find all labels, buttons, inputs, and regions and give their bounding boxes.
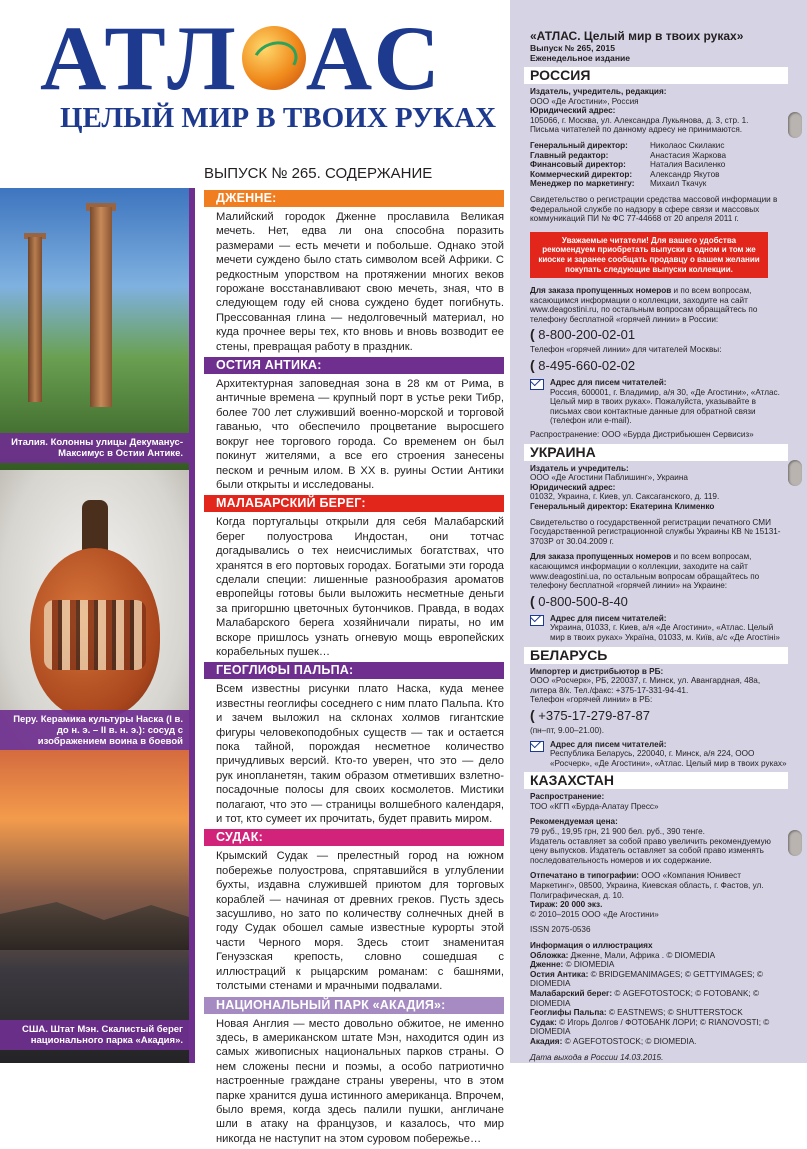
imprint-issue: Выпуск № 265, 2015 <box>530 43 615 53</box>
phone-number: 8-495-660-02-02 <box>538 358 636 374</box>
issue-heading: ВЫПУСК № 265. СОДЕРЖАНИЕ <box>204 165 433 182</box>
credit-label: Остия Антика: <box>530 969 589 979</box>
release-date: Дата выхода в России 14.03.2015. <box>530 1052 664 1062</box>
price-note: Издатель оставляет за собой право увеличить рекомендуемую цену выпусков. Издатель оставляет за собой право изменять последовательность номеров и их содержание. <box>530 836 771 865</box>
label: Издатель, учредитель, редакция: <box>530 87 667 96</box>
vase-shape <box>30 500 160 720</box>
text: ТОО «КГП «Бурда-Алатау Пресс» <box>530 801 659 811</box>
distribution: Распространение: ООО «Бурда Дистрибьюшен Сервисиз» <box>530 430 754 440</box>
credit-label: Акадия: <box>530 1036 563 1046</box>
label: Отпечатано в типографии: <box>530 871 639 881</box>
phone-icon: ( <box>530 706 535 723</box>
text: ООО «Де Агостини Паблишинг», Украина <box>530 473 688 483</box>
staff-role: Генеральный директор: <box>530 140 628 150</box>
text: 105066, г. Москва, ул. Александра Лукьянова, д. 3, стр. 1. <box>530 115 749 125</box>
masthead-title <box>40 7 510 109</box>
credit <box>530 1037 788 1047</box>
label: Юридический адрес: <box>530 106 616 116</box>
order-text: и по всем вопросам, касающимся информации о коллекции, заходите на сайт www.deagostini.ru, по остальным вопросам обращайтесь по телефону бесплатной «горячей линии» в России: <box>530 286 758 324</box>
mail-block <box>530 740 788 769</box>
masthead-title-right: АС <box>305 7 446 109</box>
rock-shape <box>0 890 189 950</box>
phone-moscow <box>530 357 788 374</box>
credit <box>530 960 788 970</box>
text: Генеральный директор: Екатерина Клименко <box>530 502 715 511</box>
section-acadia <box>204 997 504 1147</box>
credit <box>530 1018 788 1037</box>
credit-label: Малабарский берег: <box>530 988 613 998</box>
imprint <box>530 30 788 1062</box>
label: Издатель и учредитель: <box>530 463 629 473</box>
section-title: НАЦИОНАЛЬНЫЙ ПАРК «АКАДИЯ»: <box>204 997 504 1014</box>
staff-role: Главный редактор: <box>530 150 609 160</box>
country-ukraine: УКРАИНА <box>524 444 788 461</box>
country-russia: РОССИЯ <box>524 67 788 84</box>
masthead-title-left: АТЛ <box>40 7 242 109</box>
section-title: МАЛАБАРСКИЙ БЕРЕГ: <box>204 495 504 512</box>
label: Адрес для писем читателей: <box>550 613 667 623</box>
column-shape <box>90 207 112 407</box>
country-kazakhstan: КАЗАХСТАН <box>524 772 788 789</box>
mail-block <box>530 614 788 643</box>
section-title: ДЖЕННЕ: <box>204 190 504 207</box>
certificate: Свидетельство о государственной регистрации печатного СМИ Государственной регистрационной службы Украины КВ № 15131-3703Р от 30.04.2009 г. <box>530 517 781 546</box>
text: ООО «Де Агостини», Россия <box>530 96 639 106</box>
order-text: и по всем вопросам, касающимся информации о коллекции, заходите на сайт www.deagostini.ua, по остальным вопросам обращайтесь по телефону бесплатной «горячей линии» на Украине: <box>530 552 760 591</box>
issn: ISSN 2075-0536 <box>530 925 591 935</box>
section-ostia <box>204 357 504 492</box>
staff-list <box>530 141 788 189</box>
staff-role: Коммерческий директор: <box>530 169 633 179</box>
price: 79 руб., 19,95 грн, 21 900 бел. руб., 390 тенге. <box>530 827 705 837</box>
label: Рекомендуемая цена: <box>530 817 618 827</box>
section-body: Всем известны рисунки плато Наска, куда менее известны геоглифы соседнего с ним плато Пальпа. Кто и зачем выложил на склонах холмов гигантские фигуры человекоподобных существ — так и остается пока тайной, порождая несметное количество причудливых версий. Кто-то уверен, что это — дело рук инопланетян, таким образом отметивших взлетно-посадочные полосы для своих космолетов. Мистики полагают, что это — страницы волшебного календаря, и тот, кто сумеет их прочитать, будет править миром. <box>216 683 504 826</box>
country-belarus: БЕЛАРУСЬ <box>524 647 788 664</box>
imprint-title: «АТЛАС. Целый мир в твоих руках» <box>530 29 744 43</box>
section-palpa <box>204 662 504 826</box>
photo-caption: Перу. Керамика культуры Наска (I в. до н. э. – II в. н. э.): сосуд с изображением воина в боевой <box>0 710 189 762</box>
staff-name: Николаос Скилакис <box>650 140 725 150</box>
credit-text: Дженне, Мали, Африка . © DIOMEDIA <box>570 950 716 960</box>
photo-caption: Италия. Колонны улицы Декуманус-Максимус в Остии Антике. <box>0 433 189 463</box>
section-body: Малийский городок Дженне прославила Великая мечеть. Нет, едва ли она способна поразить размерами — есть мечети и побольше. Однако этой мечети суждено было стать символом всей Африки. С редкостным упорством на протяжении многих веков горожане восстанавливают свою мечеть, зная, что в следующем году ей снова суждено будет погибнуть. Прессованная глина — недолговечный материал, но куда прочнее веры тех, кто вновь и вновь возводит ее стены, превращая работу в праздник. <box>216 211 504 353</box>
staff-role: Менеджер по маркетингу: <box>530 179 635 189</box>
phone-number: 8-800-200-02-01 <box>538 327 636 343</box>
phone-russia <box>530 326 788 343</box>
illustrations-title: Информация о иллюстрациях <box>530 941 653 950</box>
reader-notice: Уважаемые читатели! Для вашего удобства рекомендуем приобретать выпуски в одном и том же киоске и заранее сообщать продавцу о вашем желании покупать следующие выпуски коллекции. <box>530 232 768 278</box>
credit <box>530 951 788 961</box>
envelope-icon <box>530 379 544 390</box>
section-djenne <box>204 190 504 354</box>
section-body: Архитектурная заповедная зона в 28 км от Рима, в античные времена — крупный порт в устье реки Тибр, более 700 лет служивший военно-морской и торговой гаванью, что обеспечило процветание выросшего вокруг нее торгового города. Со временем он был покинут жителями, а все его строения занесены песком и речным илом. В XX в. руины Остии Антики были открыты и исследованы. <box>216 378 504 491</box>
column-shape <box>28 237 42 402</box>
label: Адрес для писем читателей: <box>550 739 667 749</box>
envelope-icon <box>530 741 544 752</box>
binder-hole <box>788 830 802 856</box>
circulation: Тираж: 20 000 экз. <box>530 900 603 910</box>
contents-list <box>204 190 504 1149</box>
photo-acadia-coast <box>0 750 189 1063</box>
staff-name: Анастасия Жаркова <box>650 150 727 160</box>
credit-text: © AGEFOTOSTOCK; © FOTOBANK; © DIOMEDIA <box>530 988 759 1008</box>
label: Юридический адрес: <box>530 482 616 492</box>
divider-stripe <box>189 188 195 1063</box>
masthead <box>40 7 510 134</box>
credit <box>530 989 788 1008</box>
credit <box>530 970 788 989</box>
section-malabar <box>204 495 504 659</box>
masthead-subtitle: ЦЕЛЫЙ МИР В ТВОИХ РУКАХ <box>60 102 497 134</box>
phone-belarus <box>530 707 788 724</box>
photo-caption: США. Штат Мэн. Скалистый берег национального парка «Акадия». <box>0 1020 189 1050</box>
phone-number: 0-800-500-8-40 <box>538 593 628 609</box>
phone-icon: ( <box>530 326 535 343</box>
credit-label: Судак: <box>530 1017 557 1027</box>
hotline-moscow: Телефон «горячей линии» для читателей Москвы: <box>530 345 722 355</box>
staff-role: Финансовый директор: <box>530 160 626 170</box>
text: ООО «Росчерк», РБ, 220037, г. Минск, ул. Авангардная, 48а, литера 8/к. Тел./факс: +375-17-331-94-41. <box>530 676 761 695</box>
credit-text: © DIOMEDIA <box>565 960 615 970</box>
order-label: Для заказа пропущенных номеров <box>530 286 672 296</box>
staff-name: Наталия Василенко <box>650 160 726 170</box>
text: Письма читателей по данному адресу не принимаются. <box>530 125 743 135</box>
section-title: ОСТИЯ АНТИКА: <box>204 357 504 374</box>
section-body: Крымский Судак — прелестный город на южном побережье полуострова, спрятавшийся в углублении бухты, издавна служившей приютом для торговых кораблей — начиная от древних греков. Пусть здесь засушливо, но зато по количеству солнечных дней в году Судак обошел самые известные курорты этой части Черного моря. Здесь стоит знаменитая Генуэзская крепость, словно сошедшая с иллюстраций к рыцарским романам: с башнями, толстыми стенами и мрачными подвалами. <box>216 850 504 993</box>
globe-icon <box>242 26 306 90</box>
text: Республика Беларусь, 220040, г. Минск, а/я 224, ООО «Росчерк», «Де Агостини», «Атлас. Целый мир в твоих руках» <box>550 749 787 768</box>
section-body: Когда португальцы открыли для себя Малабарский берег полуострова Индостан, они тотчас догадывались о тех неисчислимых богатствах, что хранятся в его портовых городах. Богатыми эти города сделали специи: лишенные разнообразия ароматов европейцы готовы были выложить несметные деньги за пригоршню цветочных бутончиков. Правда, в водах Малабарского берега хозяйничали пираты, но им вскоре пришлось узнать огневую мощь европейских корабельных пушек… <box>216 516 504 658</box>
section-body: Новая Англия — место довольно обжитое, не именно здесь, в американском штате Мэн, находится один из самых живописных национальных парков страны. О нем сложены песни и поэмы, а особо патриотично настроенные граждане страны уверены, что в этом парке хранится душа истинного американца. Впрочем, было время, когда здесь палили пушки, англичане шли в атаку на французов, и казалось, что мир никогда не наступит на этом суровом побережье… <box>216 1017 504 1145</box>
staff-name: Александр Якутов <box>650 169 720 179</box>
imprint-weekly: Еженедельное издание <box>530 53 631 63</box>
phone-icon: ( <box>530 592 535 609</box>
credit <box>530 1008 788 1018</box>
order-label: Для заказа пропущенных номеров <box>530 552 672 562</box>
section-title: СУДАК: <box>204 829 504 846</box>
credit-text: © AGEFOTOSTOCK; © DIOMEDIA. <box>564 1036 697 1046</box>
staff-name: Михаил Ткачук <box>650 179 707 189</box>
certificate: Свидетельство о регистрации средства массовой информации в Федеральной службе по надзору в сфере связи и массовых коммуникаций ПИ № ФС 77-44668 от 20 апреля 2011 г. <box>530 194 778 224</box>
text: 01032, Украина, г. Киев, ул. Саксаганского, д. 119. <box>530 492 720 502</box>
section-title: ГЕОГЛИФЫ ПАЛЬПА: <box>204 662 504 679</box>
label: Импортер и дистрибьютор в РБ: <box>530 666 664 676</box>
binder-hole <box>788 460 802 486</box>
text: (пн–пт, 9.00–21.00). <box>530 725 605 735</box>
envelope-icon <box>530 615 544 626</box>
photo-ostia-columns <box>0 188 189 470</box>
text: Телефон «горячей линии» в РБ: <box>530 695 653 705</box>
phone-ukraine <box>530 593 788 610</box>
binder-hole <box>788 112 802 138</box>
vase-pattern <box>44 600 146 670</box>
credit-label: Дженне: <box>530 960 564 970</box>
phone-icon: ( <box>530 357 535 374</box>
credit-label: Геоглифы Пальпа: <box>530 1008 607 1018</box>
text: Украина, 01033, г. Киев, а/я «Де Агостини», «Атлас. Целый мир в твоих руках» Україна, 01033, м. Київ, а/с «Де Агостіні» <box>550 623 780 642</box>
photo-nazca-vase <box>0 470 189 750</box>
phone-number: +375-17-279-87-87 <box>538 707 650 723</box>
credit-text: © BRIDGEMANIMAGES; © GETTYIMAGES; © DIOMEDIA <box>530 969 763 989</box>
copyright: © 2010–2015 ООО «Де Агостини» <box>530 909 659 919</box>
text: ООО «Компания Юнивест Маркетинг», 08500, Украина, Киевская область, г. Фастов, ул. Полиграфическая, д. 10. <box>530 871 764 900</box>
credit-text: © EASTNEWS; © SHUTTERSTOCK <box>608 1008 743 1018</box>
text: Россия, 600001, г. Владимир, а/я 30, «Де Агостини», «Атлас. Целый мир в твоих руках». Пожалуйста, указывайте в письмах свои контактные данные для обратной связи (телефон или e-mail). <box>550 387 780 426</box>
label: Адрес для писем читателей: <box>550 378 667 388</box>
mail-block <box>530 378 788 426</box>
section-sudak <box>204 829 504 993</box>
credit-text: © Игорь Долгов / ФОТОБАНК ЛОРИ; © RIANOVOSTI; © DIOMEDIA <box>530 1017 770 1037</box>
label: Распространение: <box>530 792 605 802</box>
credit-label: Обложка: <box>530 950 569 960</box>
